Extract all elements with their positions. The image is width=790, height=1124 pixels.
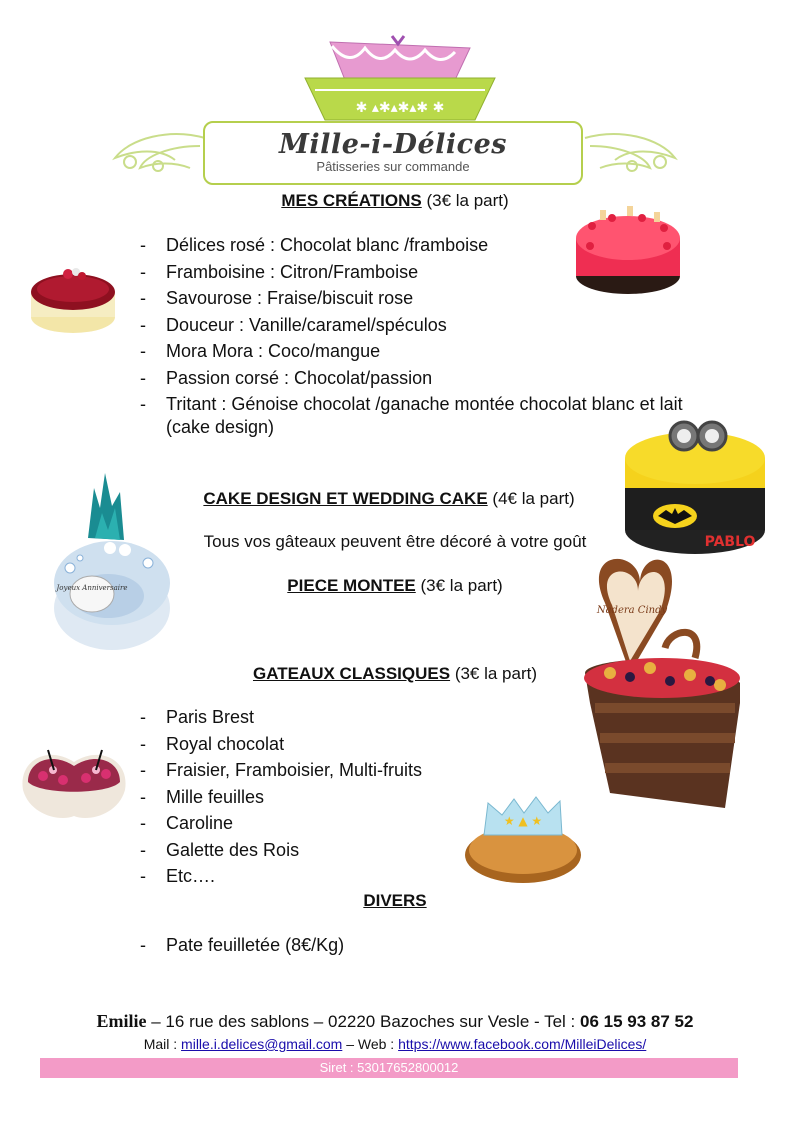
minion-cake-text: PABLO [704,534,756,550]
section-creations-title: MES CRÉATIONS [281,191,422,210]
list-item: - Tritant : Génoise chocolat /ganache montée chocolat blanc et lait [140,391,683,418]
section-piece-montee-title: PIECE MONTEE [287,576,416,595]
footer-mail-link[interactable]: mille.i.delices@gmail.com [181,1036,343,1052]
minion-batman-cake-image [620,418,770,558]
list-item: - Paris Brest [140,704,422,731]
list-item: - Fraisier, Framboisier, Multi-fruits [140,757,422,784]
list-item: - Etc…. [140,863,422,890]
frozen-cake-image [50,468,175,653]
pink-cake-image [572,198,684,298]
section-classiques-title: GATEAUX CLASSIQUES [252,664,451,683]
logo-banner [203,121,583,185]
section-cake-design-price: (4€ la part) [492,489,575,508]
list-item: - Mora Mora : Coco/mangue [140,338,683,365]
list-item: - Douceur : Vanille/caramel/spéculos [140,312,683,339]
footer-phone: 06 15 93 87 52 [580,1012,694,1031]
section-divers-heading [0,891,790,911]
red-mirror-cake-image [28,262,118,342]
footer-web-label: – Web : [342,1036,399,1052]
list-item: - Passion corsé : Chocolat/passion [140,365,683,392]
footer-name: Emilie [96,1011,147,1031]
list-item: - Savourose : Fraise/biscuit rose [140,285,683,312]
divers-list [140,932,344,959]
list-item: - Mille feuilles [140,784,422,811]
list-item: - Caroline [140,810,422,837]
section-divers-title: DIVERS [363,891,427,910]
heart-cake-text: Nadera Cindy [596,605,668,616]
list-item: - Royal chocolat [140,731,422,758]
cake-design-text: Tous vos gâteaux peuvent être décoré à votre goût [203,532,587,551]
footer-address: – 16 rue des sablons – 02220 Bazoches sur Vesle - Tel : [146,1012,580,1031]
section-creations-price: (3€ la part) [426,191,509,210]
list-item: - Pate feuilletée (8€/Kg) [140,932,344,959]
footer-contact-line [0,1036,790,1052]
list-item: - Galette des Rois [140,837,422,864]
footer-web-link[interactable]: https://www.facebook.com/MilleiDelices/ [398,1036,647,1052]
section-cake-design-title: CAKE DESIGN ET WEDDING CAKE [203,489,488,508]
footer-siret: Siret : 53017652800012 [40,1058,738,1078]
logo-subtitle: Pâtisseries sur commande [316,159,470,174]
classiques-list [140,704,422,890]
list-item: - Framboisine : Citron/Framboise [140,259,683,286]
galette-image [462,795,584,887]
svg-text:✱ ▴✱▴✱▴✱ ✱: ✱ ▴✱▴✱▴✱ ✱ [355,100,445,116]
footer-address-line [0,1011,790,1032]
creations-note: (cake design) [166,417,275,437]
logo-title: Mille-i-Délices [279,129,507,160]
heart-cake-image [570,553,750,813]
svg-text:★ ▲ ★: ★ ▲ ★ [503,814,543,828]
section-piece-montee-price: (3€ la part) [420,576,503,595]
footer-mail-label: Mail : [143,1036,182,1052]
list-item: - Délices rosé : Chocolat blanc /framboise [140,232,683,259]
section-classiques-price: (3€ la part) [454,664,538,683]
lips-cake-image [18,740,130,825]
frozen-cake-text: Joyeux Anniversaire [56,584,128,592]
